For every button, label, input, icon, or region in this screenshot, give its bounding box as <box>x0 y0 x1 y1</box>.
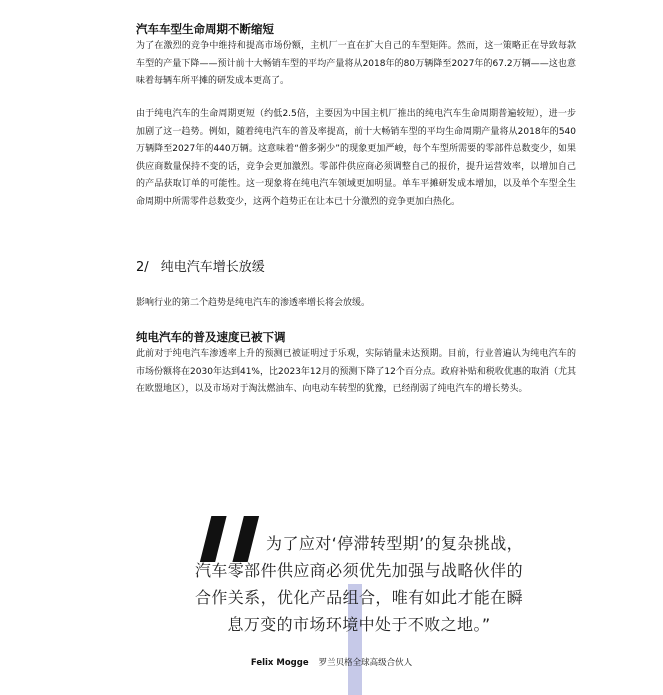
paragraph: 由于纯电汽车的生命周期更短（约低2.5倍，主要因为中国主机厂推出的纯电汽车生命周期普遍较短），进一步加剧了这一趋势。例如，随着纯电汽车的普及率提高，前十大畅销车型的平均生命周期产量将从2018年的540万辆降至2027年的440万辆。这意味着“僧多粥少”的现象更加严峻，每个车型所需要的零部件总数变少，如果供应商数量保持不变的话，竞争会更加激烈。零部件供应商必须调整自己的报价，提升运营效率，以增加自己的产品获取订单的可能性。这一现象将在纯电汽车领域更加明显。单车平摊研发成本增加，以及单个车型全生命周期中所需零件总数变少，这两个趋势正在让本已十分激烈的竞争更加白热化。 <box>136 109 576 207</box>
quote-text: 为了应对‘停滞转型期’的复杂挑战，汽车零部件供应商必须优先加强与战略伙伴的合作关系，优化产品组合，唯有如此才能在瞬息万变的市场环境中处于不败之地。” <box>194 534 524 634</box>
pull-quote <box>188 508 526 638</box>
paragraph: 为了在激烈的竞争中维持和提高市场份额，主机厂一直在扩大自己的车型矩阵。然而，这一策略正在导致每款车型的产量下降——预计前十大畅销车型的平均产量将从2018年的80万辆降至2027年的67.2万辆——这也意味着每辆车所平摊的研发成本更高了。 <box>136 41 576 87</box>
section-number: 2/ <box>136 260 149 275</box>
section-2-intro <box>136 295 576 313</box>
quote-mark-icon: ❚❚ <box>188 508 267 562</box>
section-2-body <box>136 328 576 399</box>
paragraph: 此前对于纯电汽车渗透率上升的预测已被证明过于乐观，实际销量未达预期。目前，行业普遍认为纯电汽车的市场份额将在2030年达到41%，比2023年12月的预测下降了12个百分点。政府补贴和税收优惠的取消（尤其在欧盟地区），以及市场对于淘汰燃油车、向电动车转型的犹豫，已经削弱了纯电汽车的增长势头。 <box>136 349 576 395</box>
section-heading: 汽车车型生命周期不断缩短 <box>136 22 274 36</box>
section-subheading: 纯电汽车的普及速度已被下调 <box>136 330 286 344</box>
section-trend1-cont <box>136 106 576 212</box>
section-trend1 <box>136 20 576 91</box>
paragraph: 影响行业的第二个趋势是纯电汽车的渗透率增长将会放缓。 <box>136 298 371 308</box>
author-title: 罗兰贝格全球高级合伙人 <box>318 658 413 668</box>
section-title: 纯电汽车增长放缓 <box>160 260 265 275</box>
section-2-header <box>136 259 576 277</box>
author-name: Felix Mogge <box>250 658 309 668</box>
quote-attribution <box>0 656 663 670</box>
